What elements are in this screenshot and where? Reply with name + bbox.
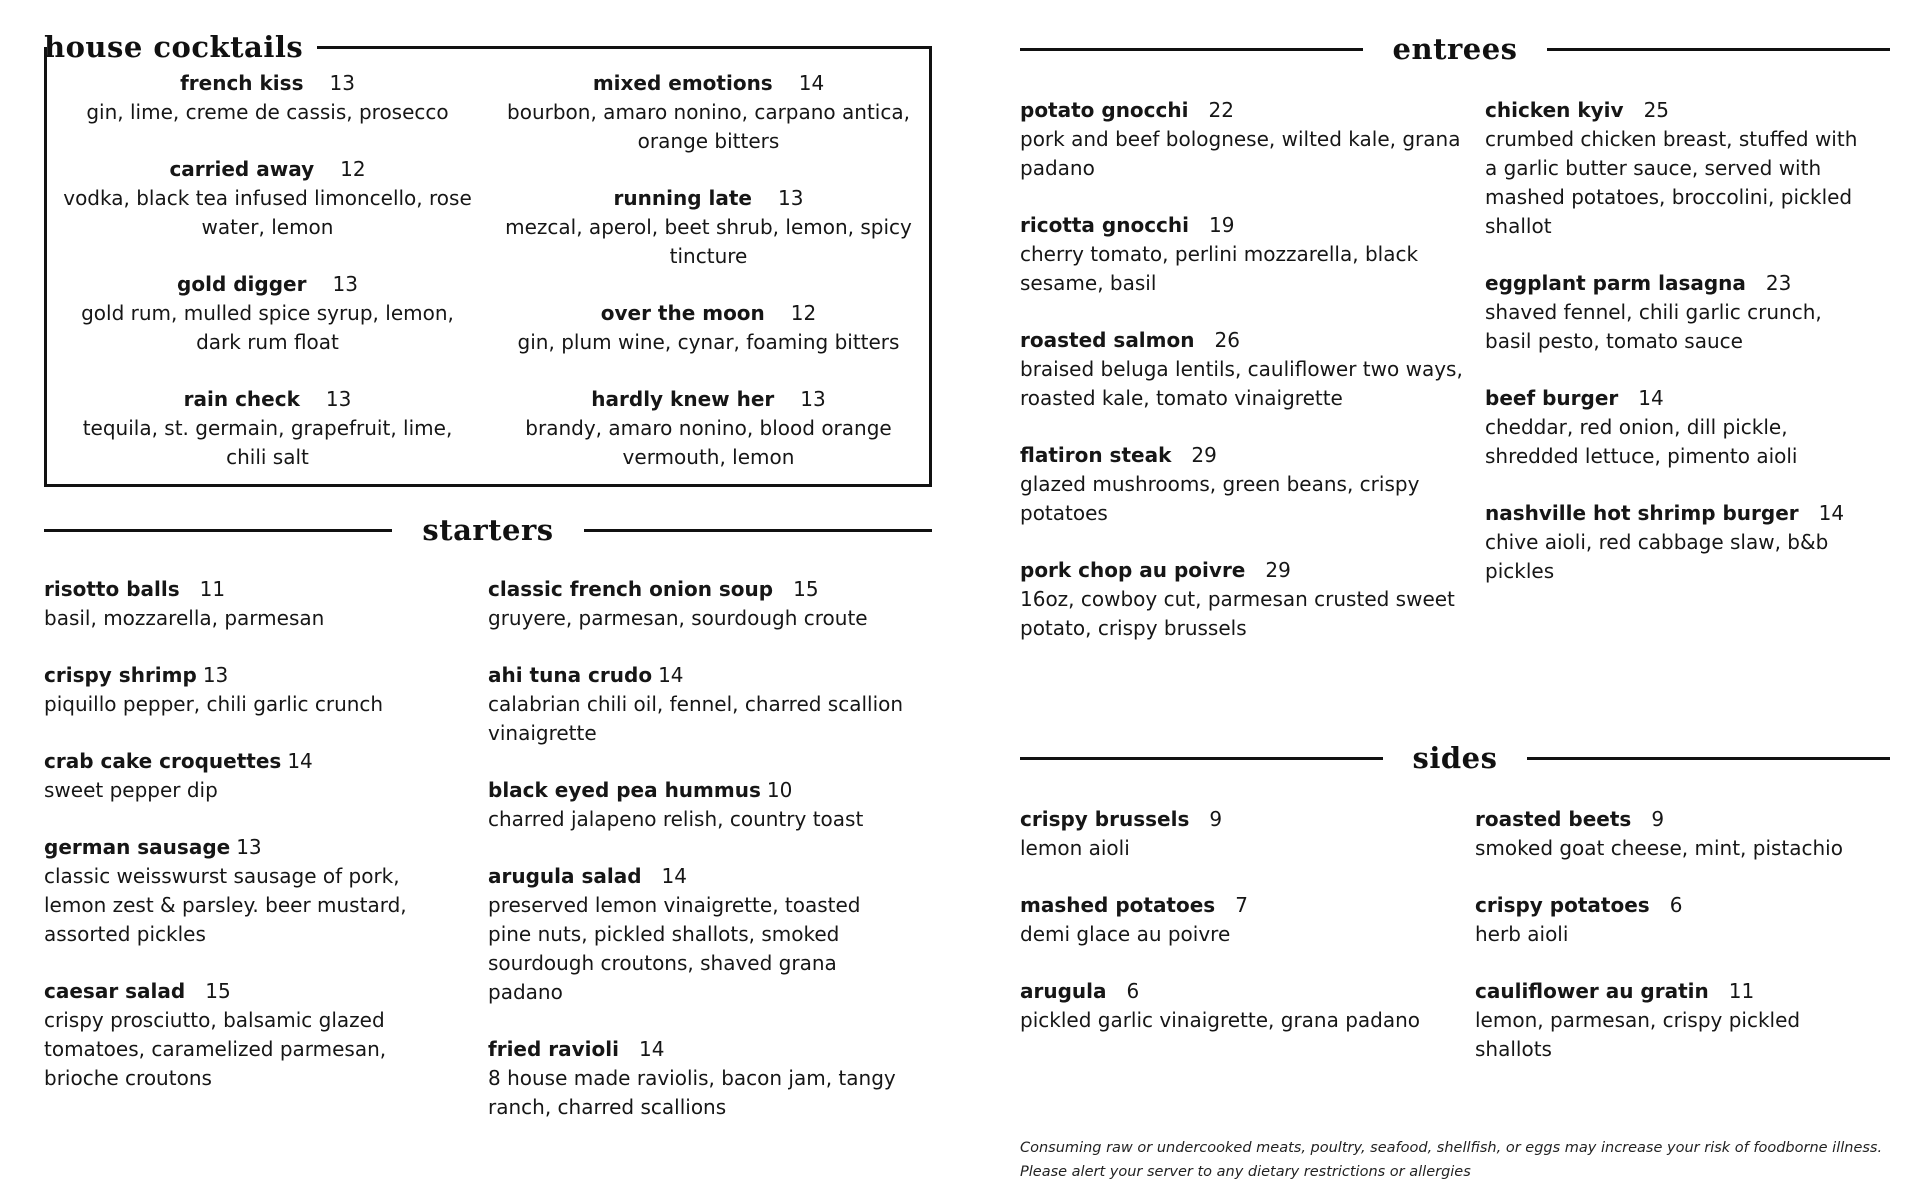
item-description: demi glace au poivre <box>1020 922 1231 946</box>
item-name: arugula salad <box>488 864 642 888</box>
cocktail-item <box>47 385 488 472</box>
item-description: smoked goat cheese, mint, pistachio <box>1475 836 1843 860</box>
item-description: sweet pepper dip <box>44 778 218 802</box>
item-description: 16oz, cowboy cut, parmesan crusted sweet potato, crispy brussels <box>1020 587 1455 640</box>
cocktail-price: 13 <box>777 186 804 210</box>
menu-item <box>1475 805 1890 863</box>
cocktails-rule <box>317 46 932 49</box>
item-price: 9 <box>1209 807 1223 831</box>
item-name: mashed potatoes <box>1020 893 1216 917</box>
item-price: 7 <box>1235 893 1248 917</box>
right-page <box>1020 0 1890 1184</box>
item-description: pickled garlic vinaigrette, grana padano <box>1020 1008 1421 1032</box>
entrees-right-column <box>1485 96 1890 671</box>
menu-item <box>1020 805 1475 863</box>
menu-item <box>44 661 488 719</box>
starters-title: starters <box>422 512 554 547</box>
cocktail-price: 13 <box>800 387 826 411</box>
item-description: gruyere, parmesan, sourdough croute <box>488 606 868 630</box>
item-price: 13 <box>236 835 262 859</box>
item-description: cheddar, red onion, dill pickle, shredded lettuce, pimento aioli <box>1485 415 1798 468</box>
menu-item <box>488 862 932 1007</box>
sides-header <box>1020 741 1890 775</box>
menu-item <box>1485 269 1890 356</box>
item-description: crispy prosciutto, balsamic glazed tomatoes, caramelized parmesan, brioche croutons <box>44 1008 387 1090</box>
item-description: basil, mozzarella, parmesan <box>44 606 325 630</box>
item-description: piquillo pepper, chili garlic crunch <box>44 692 384 716</box>
menu-item <box>1475 977 1890 1064</box>
menu-item <box>488 776 932 834</box>
item-price: 14 <box>287 749 313 773</box>
item-description: glazed mushrooms, green beans, crispy potatoes <box>1020 472 1420 525</box>
item-description: braised beluga lentils, cauliflower two ways, roasted kale, tomato vinaigrette <box>1020 357 1463 410</box>
item-price: 9 <box>1651 807 1665 831</box>
item-description: crumbed chicken breast, stuffed with a garlic butter sauce, served with mashed potatoes, broccolini, pickled shallot <box>1485 127 1858 238</box>
cocktail-description: brandy, amaro nonino, blood orange vermouth, lemon <box>525 416 892 469</box>
cocktail-name: over the moon <box>600 301 765 325</box>
item-name: crispy shrimp <box>44 663 197 687</box>
item-name: potato gnocchi <box>1020 98 1189 122</box>
cocktail-item <box>488 385 929 472</box>
item-description: classic weisswurst sausage of pork, lemon zest & parsley. beer mustard, assorted pickles <box>44 864 407 946</box>
cocktail-item <box>488 299 929 357</box>
menu-item <box>44 747 488 805</box>
item-name: roasted beets <box>1475 807 1632 831</box>
item-description: chive aioli, red cabbage slaw, b&b pickles <box>1485 530 1829 583</box>
cocktail-name: rain check <box>183 387 300 411</box>
cocktail-item <box>47 270 488 357</box>
item-name: arugula <box>1020 979 1107 1003</box>
cocktail-name: carried away <box>169 157 315 181</box>
menu-item <box>44 977 488 1093</box>
cocktail-price: 13 <box>332 272 358 296</box>
item-price: 6 <box>1126 979 1140 1003</box>
item-description: calabrian chili oil, fennel, charred scallion vinaigrette <box>488 692 904 745</box>
starters-right-column <box>488 575 932 1150</box>
cocktail-description: mezcal, aperol, beet shrub, lemon, spicy tincture <box>505 215 912 268</box>
item-price: 14 <box>1638 386 1664 410</box>
disclaimer-line-2: Please alert your server to any dietary restrictions or allergies <box>1020 1164 1471 1180</box>
cocktail-name: hardly knew her <box>591 387 775 411</box>
item-price: 11 <box>199 577 226 601</box>
left-page <box>44 0 932 1150</box>
item-price: 14 <box>658 663 684 687</box>
menu-item <box>1020 211 1485 298</box>
starters-left-column <box>44 575 488 1150</box>
cocktail-name: running late <box>613 186 752 210</box>
item-price: 15 <box>205 979 231 1003</box>
cocktails-box <box>44 47 932 487</box>
cocktails-right-column <box>488 69 929 472</box>
item-price: 13 <box>202 663 229 687</box>
item-description: cherry tomato, perlini mozzarella, black sesame, basil <box>1020 242 1419 295</box>
item-price: 29 <box>1265 558 1291 582</box>
item-price: 14 <box>1818 501 1845 525</box>
item-name: crispy potatoes <box>1475 893 1650 917</box>
item-price: 19 <box>1209 213 1235 237</box>
food-safety-disclaimer <box>1020 1136 1890 1184</box>
item-name: cauliflower au gratin <box>1475 979 1709 1003</box>
cocktail-price: 12 <box>790 301 817 325</box>
item-price: 15 <box>793 577 819 601</box>
item-description: lemon aioli <box>1020 836 1130 860</box>
sides-rule-left <box>1020 757 1383 760</box>
item-name: caesar salad <box>44 979 186 1003</box>
entrees-header <box>1020 32 1890 66</box>
menu-item <box>1020 556 1485 643</box>
cocktail-price: 14 <box>798 71 825 95</box>
cocktail-item <box>488 69 929 156</box>
item-name: risotto balls <box>44 577 180 601</box>
item-name: eggplant parm lasagna <box>1485 271 1746 295</box>
item-description: shaved fennel, chili garlic crunch, basil pesto, tomato sauce <box>1485 300 1822 353</box>
cocktail-description: vodka, black tea infused limoncello, rose water, lemon <box>63 186 472 239</box>
entrees-rule-right <box>1547 48 1890 51</box>
cocktail-description: bourbon, amaro nonino, carpano antica, orange bitters <box>507 100 910 153</box>
entrees-grid <box>1020 96 1890 671</box>
item-description: charred jalapeno relish, country toast <box>488 807 864 831</box>
item-name: ricotta gnocchi <box>1020 213 1189 237</box>
menu-item <box>488 575 932 633</box>
menu-item <box>1485 96 1890 241</box>
menu-item <box>1020 441 1485 528</box>
item-price: 11 <box>1728 979 1755 1003</box>
cocktail-description: gold rum, mulled spice syrup, lemon, dark rum float <box>81 301 454 354</box>
item-name: ahi tuna crudo <box>488 663 653 687</box>
menu-item <box>1020 326 1485 413</box>
menu-item <box>1475 891 1890 949</box>
cocktail-name: mixed emotions <box>592 71 773 95</box>
cocktail-price: 13 <box>329 71 355 95</box>
item-price: 14 <box>661 864 687 888</box>
sides-title: sides <box>1412 740 1498 775</box>
item-name: fried ravioli <box>488 1037 619 1061</box>
item-price: 22 <box>1208 98 1234 122</box>
menu-item <box>1020 891 1475 949</box>
cocktails-left-column <box>47 69 488 472</box>
sides-left-column <box>1020 805 1475 1092</box>
item-price: 26 <box>1214 328 1240 352</box>
disclaimer-line-1: Consuming raw or undercooked meats, poultry, seafood, shellfish, or eggs may increase your risk of foodborne illness. <box>1020 1140 1883 1156</box>
entrees-left-column <box>1020 96 1485 671</box>
menu-item <box>44 575 488 633</box>
cocktail-name: gold digger <box>177 272 307 296</box>
menu-item <box>44 833 488 949</box>
cocktail-item <box>47 155 488 242</box>
entrees-rule-left <box>1020 48 1363 51</box>
starters-rule-right <box>584 529 932 532</box>
menu-item <box>1020 96 1485 183</box>
item-price: 23 <box>1765 271 1792 295</box>
cocktails-header <box>44 30 932 64</box>
item-name: chicken kyiv <box>1485 98 1624 122</box>
item-name: crispy brussels <box>1020 807 1190 831</box>
starters-grid <box>44 575 932 1150</box>
cocktail-item <box>47 69 488 127</box>
item-name: roasted salmon <box>1020 328 1195 352</box>
item-name: classic french onion soup <box>488 577 774 601</box>
cocktail-description: tequila, st. germain, grapefruit, lime, chili salt <box>82 416 453 469</box>
menu-item <box>1020 977 1475 1035</box>
item-description: 8 house made raviolis, bacon jam, tangy ranch, charred scallions <box>488 1066 896 1119</box>
item-price: 25 <box>1643 98 1670 122</box>
item-name: flatiron steak <box>1020 443 1172 467</box>
item-name: nashville hot shrimp burger <box>1485 501 1799 525</box>
cocktail-description: gin, plum wine, cynar, foaming bitters <box>517 330 900 354</box>
item-name: beef burger <box>1485 386 1619 410</box>
sides-right-column <box>1475 805 1890 1092</box>
item-name: german sausage <box>44 835 231 859</box>
entrees-title: entrees <box>1392 31 1518 66</box>
item-price: 10 <box>766 778 793 802</box>
menu-item <box>1485 499 1890 586</box>
sides-grid <box>1020 805 1890 1092</box>
item-price: 6 <box>1669 893 1683 917</box>
cocktail-description: gin, lime, creme de cassis, prosecco <box>86 100 449 124</box>
menu-item <box>1485 384 1890 471</box>
item-description: herb aioli <box>1475 922 1569 946</box>
item-name: pork chop au poivre <box>1020 558 1246 582</box>
item-description: preserved lemon vinaigrette, toasted pine nuts, pickled shallots, smoked sourdough croutons, shaved grana padano <box>488 893 861 1004</box>
menu-item <box>488 661 932 748</box>
starters-header <box>44 513 932 547</box>
starters-rule-left <box>44 529 392 532</box>
item-description: lemon, parmesan, crispy pickled shallots <box>1475 1008 1801 1061</box>
item-name: crab cake croquettes <box>44 749 282 773</box>
cocktails-title: house cocktails <box>44 29 304 64</box>
cocktail-price: 12 <box>340 157 366 181</box>
sides-rule-right <box>1527 757 1890 760</box>
cocktail-name: french kiss <box>180 71 304 95</box>
menu-item <box>488 1035 932 1122</box>
item-price: 14 <box>638 1037 665 1061</box>
cocktail-price: 13 <box>325 387 352 411</box>
cocktail-item <box>488 184 929 271</box>
item-price: 29 <box>1191 443 1217 467</box>
item-description: pork and beef bolognese, wilted kale, grana padano <box>1020 127 1461 180</box>
item-name: black eyed pea hummus <box>488 778 761 802</box>
